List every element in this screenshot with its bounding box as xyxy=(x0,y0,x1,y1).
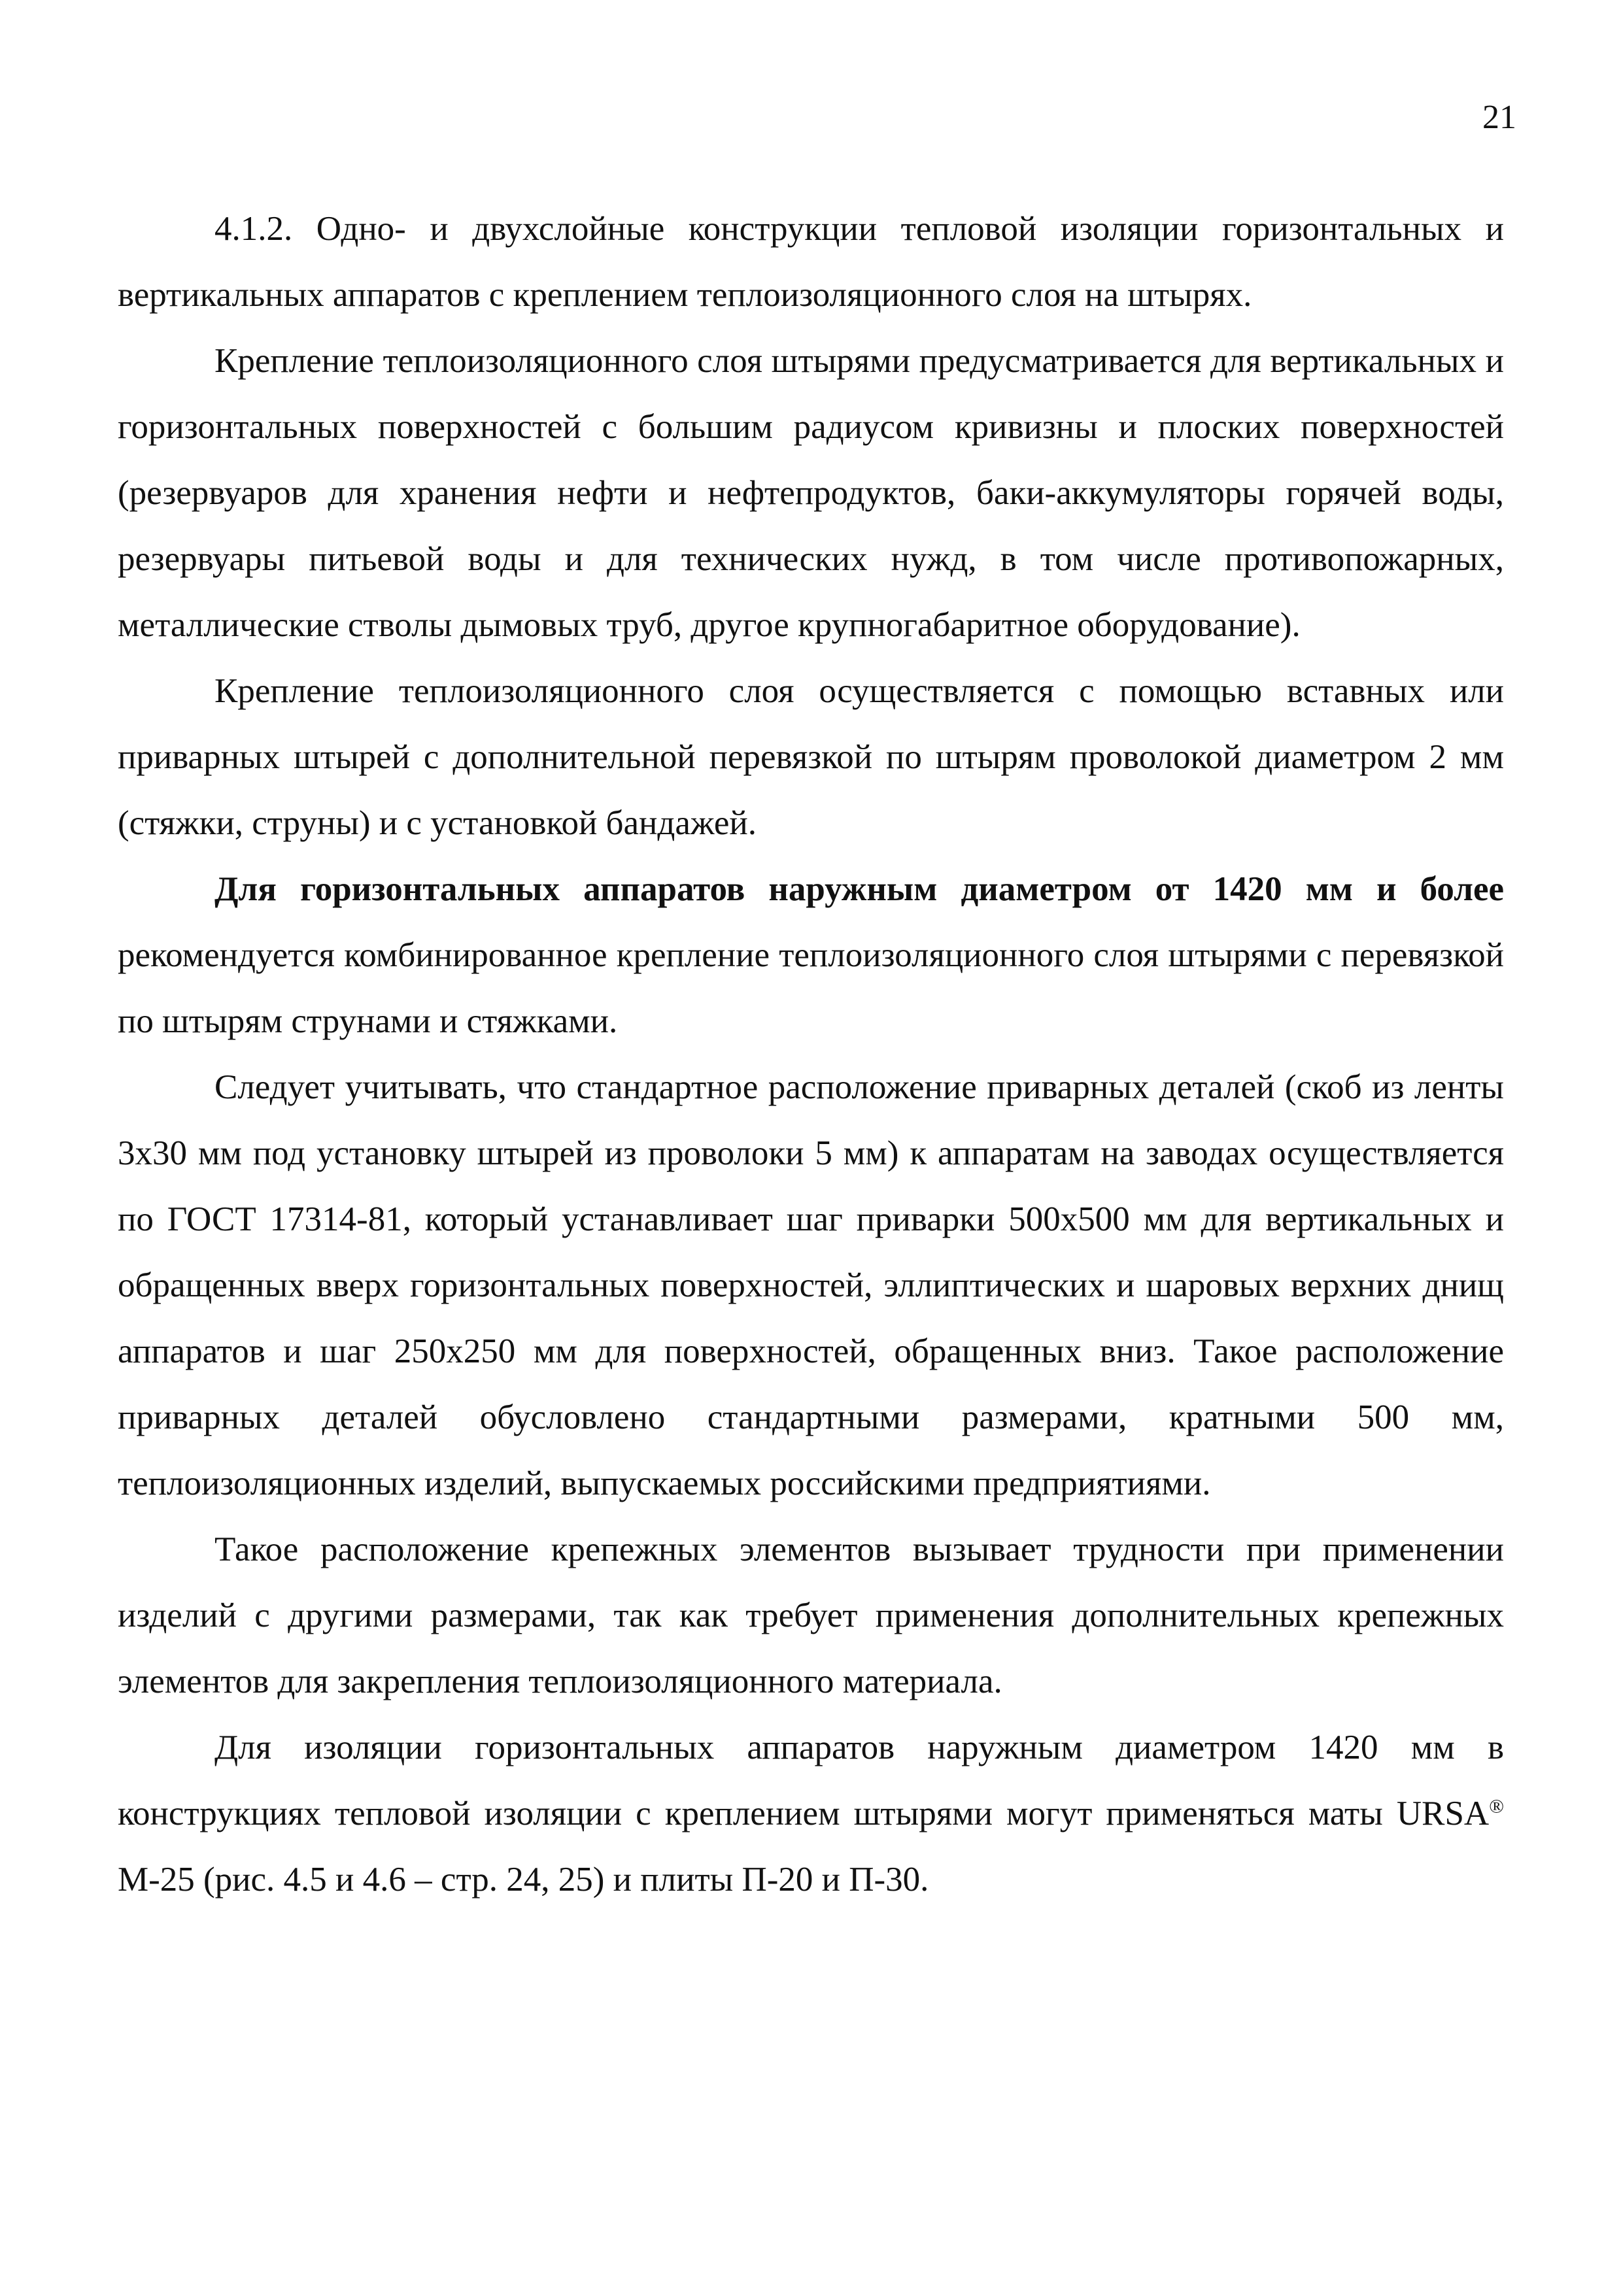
paragraph-text: Крепление теплоизоляционного слоя осуществляется с помощью вставных или приварных штырей с дополнительной перевязкой по штырям проволокой диаметром 2 мм (стяжки, струны) и с установкой бандажей. xyxy=(118,672,1504,842)
paragraph-text: Такое расположение крепежных элементов вызывает трудности при применении изделий с другими размерами, так как требует применения дополнительных крепежных элементов для закрепления теплоизоляционного материала. xyxy=(118,1530,1504,1700)
paragraph-text: рекомендуется комбинированное крепление теплоизоляционного слоя штырями с перевязкой по штырям струнами и стяжками. xyxy=(118,936,1504,1040)
paragraph-horizontal-recommendation xyxy=(118,856,1504,1055)
paragraph-standard-layout xyxy=(118,1055,1504,1517)
paragraph-text: Крепление теплоизоляционного слоя штырями предусматривается для вертикальных и горизонтальных поверхностей с большим радиусом кривизны и плоских поверхностей (резервуаров для хранения нефти и нефтепродуктов, баки-аккумуляторы горячей воды, резервуары питьевой воды и для технических нужд, в том числе противопожарных, металлические стволы дымовых труб, другое крупногабаритное оборудование). xyxy=(118,342,1504,644)
paragraph-fastening-method xyxy=(118,658,1504,856)
paragraph-text: Для изоляции горизонтальных аппаратов наружным диаметром 1420 мм в конструкциях тепловой изоляции с креплением штырями могут применяться маты URSA xyxy=(118,1729,1504,1832)
paragraph-section-heading xyxy=(118,196,1504,328)
paragraph-bold-lead: Для горизонтальных аппаратов наружным диаметром от 1420 мм и более xyxy=(214,870,1504,908)
paragraph-fastening-purpose xyxy=(118,328,1504,658)
document-body xyxy=(118,196,1504,1913)
paragraph-text: 4.1.2. Одно- и двухслойные конструкции тепловой изоляции горизонтальных и вертикальных аппаратов с креплением теплоизоляционного слоя на штырях. xyxy=(118,210,1504,314)
registered-mark: ® xyxy=(1489,1795,1504,1817)
paragraph-ursa-materials xyxy=(118,1715,1504,1913)
paragraph-difficulties xyxy=(118,1517,1504,1715)
paragraph-text-tail: М-25 (рис. 4.5 и 4.6 – стр. 24, 25) и плиты П-20 и П-30. xyxy=(118,1861,929,1899)
page-number: 21 xyxy=(1482,99,1516,136)
paragraph-text: Следует учитывать, что стандартное расположение приварных деталей (скоб из ленты 3х30 мм под установку штырей из проволоки 5 мм) к аппаратам на заводах осуществляется по ГОСТ 17314-81, который устанавливает шаг приварки 500х500 мм для вертикальных и обращенных вверх горизонтальных поверхностей, эллиптических и шаровых верхних днищ аппаратов и шаг 250х250 мм для поверхностей, обращенных вниз. Такое расположение приварных деталей обусловлено стандартными размерами, кратными 500 мм, теплоизоляционных изделий, выпускаемых российскими предприятиями. xyxy=(118,1068,1504,1502)
